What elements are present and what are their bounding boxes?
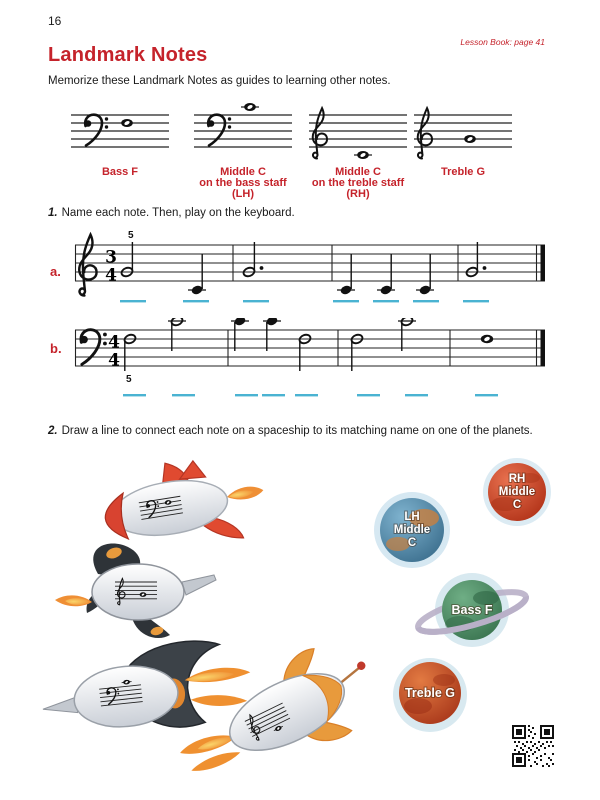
rocket-gray-winged [37, 635, 255, 741]
note-f-whole [481, 335, 493, 343]
landmark-example-middle-c-treble [303, 99, 413, 201]
answer-blank [243, 300, 269, 302]
lesson-book-reference: Lesson Book: page 41 [460, 37, 545, 47]
planet-label: C [407, 537, 417, 549]
time-signature-bottom: 4 [108, 350, 120, 371]
exercise-1-staff-a [0, 227, 600, 309]
answer-blank [413, 300, 439, 302]
answer-blank [405, 394, 428, 396]
answer-blank [235, 394, 258, 396]
exercise-2-illustration [0, 452, 600, 800]
final-barline-thick [541, 330, 546, 366]
landmark-staff-middle-c-bass [188, 99, 298, 163]
time-signature-top: 4 [108, 332, 120, 353]
landmark-example-bass-f [65, 99, 175, 179]
whole-note [121, 119, 133, 127]
planet-label: Middle [498, 486, 536, 498]
answer-blank [120, 300, 146, 302]
answer-blank [172, 394, 195, 396]
planet-bass-f [415, 573, 530, 647]
note-middle-c-quarter [188, 254, 206, 296]
answer-blank [123, 394, 146, 396]
landmark-label: Middle C [335, 166, 381, 178]
planet-label: C [512, 499, 522, 511]
answer-blank [357, 394, 380, 396]
bass-clef-icon [208, 115, 232, 146]
note-middle-c-quarter [337, 254, 355, 296]
page-title: Landmark Notes [48, 44, 208, 66]
answer-blanks-row-b [123, 394, 498, 396]
staff-b-label: b. [50, 341, 62, 356]
page-number: 16 [48, 14, 62, 28]
note-middle-c-half [168, 318, 186, 351]
answer-blank [333, 300, 359, 302]
staff-a-label: a. [50, 264, 61, 279]
treble-clef-icon [313, 108, 327, 158]
qr-code [510, 723, 556, 769]
answer-blank [373, 300, 399, 302]
landmark-label: Treble G [440, 166, 486, 178]
intro-text: Memorize these Landmark Notes as guides to learning other notes. [48, 75, 391, 87]
note-middle-c-quarter [263, 318, 281, 351]
planet-treble-g [393, 658, 467, 732]
finger-number: 5 [126, 374, 132, 385]
landmark-label: on the treble staff [311, 176, 405, 189]
rocket-red [98, 452, 270, 559]
whole-note [357, 151, 369, 159]
note-middle-c-quarter [416, 254, 434, 296]
bass-clef-icon [85, 115, 109, 146]
time-signature-top: 3 [105, 247, 117, 268]
answer-blanks-row-a [120, 300, 489, 302]
bass-clef-icon [80, 330, 106, 365]
planet-lh-middle-c [374, 492, 450, 568]
exercise-1-number: 1. [48, 207, 58, 219]
planet-label: LH [404, 511, 420, 523]
landmark-staff-middle-c-treble [303, 99, 413, 163]
landmark-staff-treble-g [408, 99, 518, 163]
landmark-staff-bass-f [65, 99, 175, 163]
finger-number: 5 [128, 230, 134, 241]
landmark-label: on the bass staff [199, 176, 287, 189]
landmark-example-middle-c-bass [188, 99, 298, 201]
note-middle-c-quarter [377, 254, 395, 296]
planet-rh-middle-c [483, 458, 551, 526]
answer-blank [295, 394, 318, 396]
planet-label: RH [508, 473, 526, 485]
answer-blank [262, 394, 285, 396]
landmark-label: Middle C [220, 166, 266, 178]
exercise-1-heading [48, 207, 295, 219]
exercise-1-instruction: Name each note. Then, play on the keyboard. [61, 207, 295, 219]
exercise-1-staff-b [0, 318, 600, 403]
whole-note [140, 592, 147, 597]
exercise-2-instruction: Draw a line to connect each note on a spaceship to its matching name on one of the planets. [61, 425, 533, 437]
landmark-label: (RH) [346, 187, 370, 200]
time-signature-bottom: 4 [105, 265, 117, 286]
planet-label: Treble G [404, 686, 456, 700]
flame [55, 595, 92, 606]
landmark-example-treble-g [408, 99, 518, 179]
treble-clef-icon [79, 235, 96, 296]
landmark-label: (LH) [232, 187, 254, 200]
flame [184, 665, 254, 710]
planet-label: Middle [393, 524, 431, 536]
answer-blank [463, 300, 489, 302]
exercise-2-number: 2. [48, 425, 58, 437]
flame [226, 484, 264, 502]
whole-note [464, 135, 476, 143]
whole-note [244, 103, 256, 111]
answer-blank [183, 300, 209, 302]
treble-clef-icon [418, 108, 432, 158]
note-middle-c-quarter [231, 318, 249, 351]
planet-label: Bass F [451, 603, 493, 617]
rocket-black-silver [55, 543, 216, 638]
exercise-2-heading [48, 425, 533, 437]
final-barline-thick [541, 245, 546, 281]
note-middle-c-half [398, 318, 416, 351]
answer-blank [475, 394, 498, 396]
landmark-label: Bass F [101, 166, 139, 178]
